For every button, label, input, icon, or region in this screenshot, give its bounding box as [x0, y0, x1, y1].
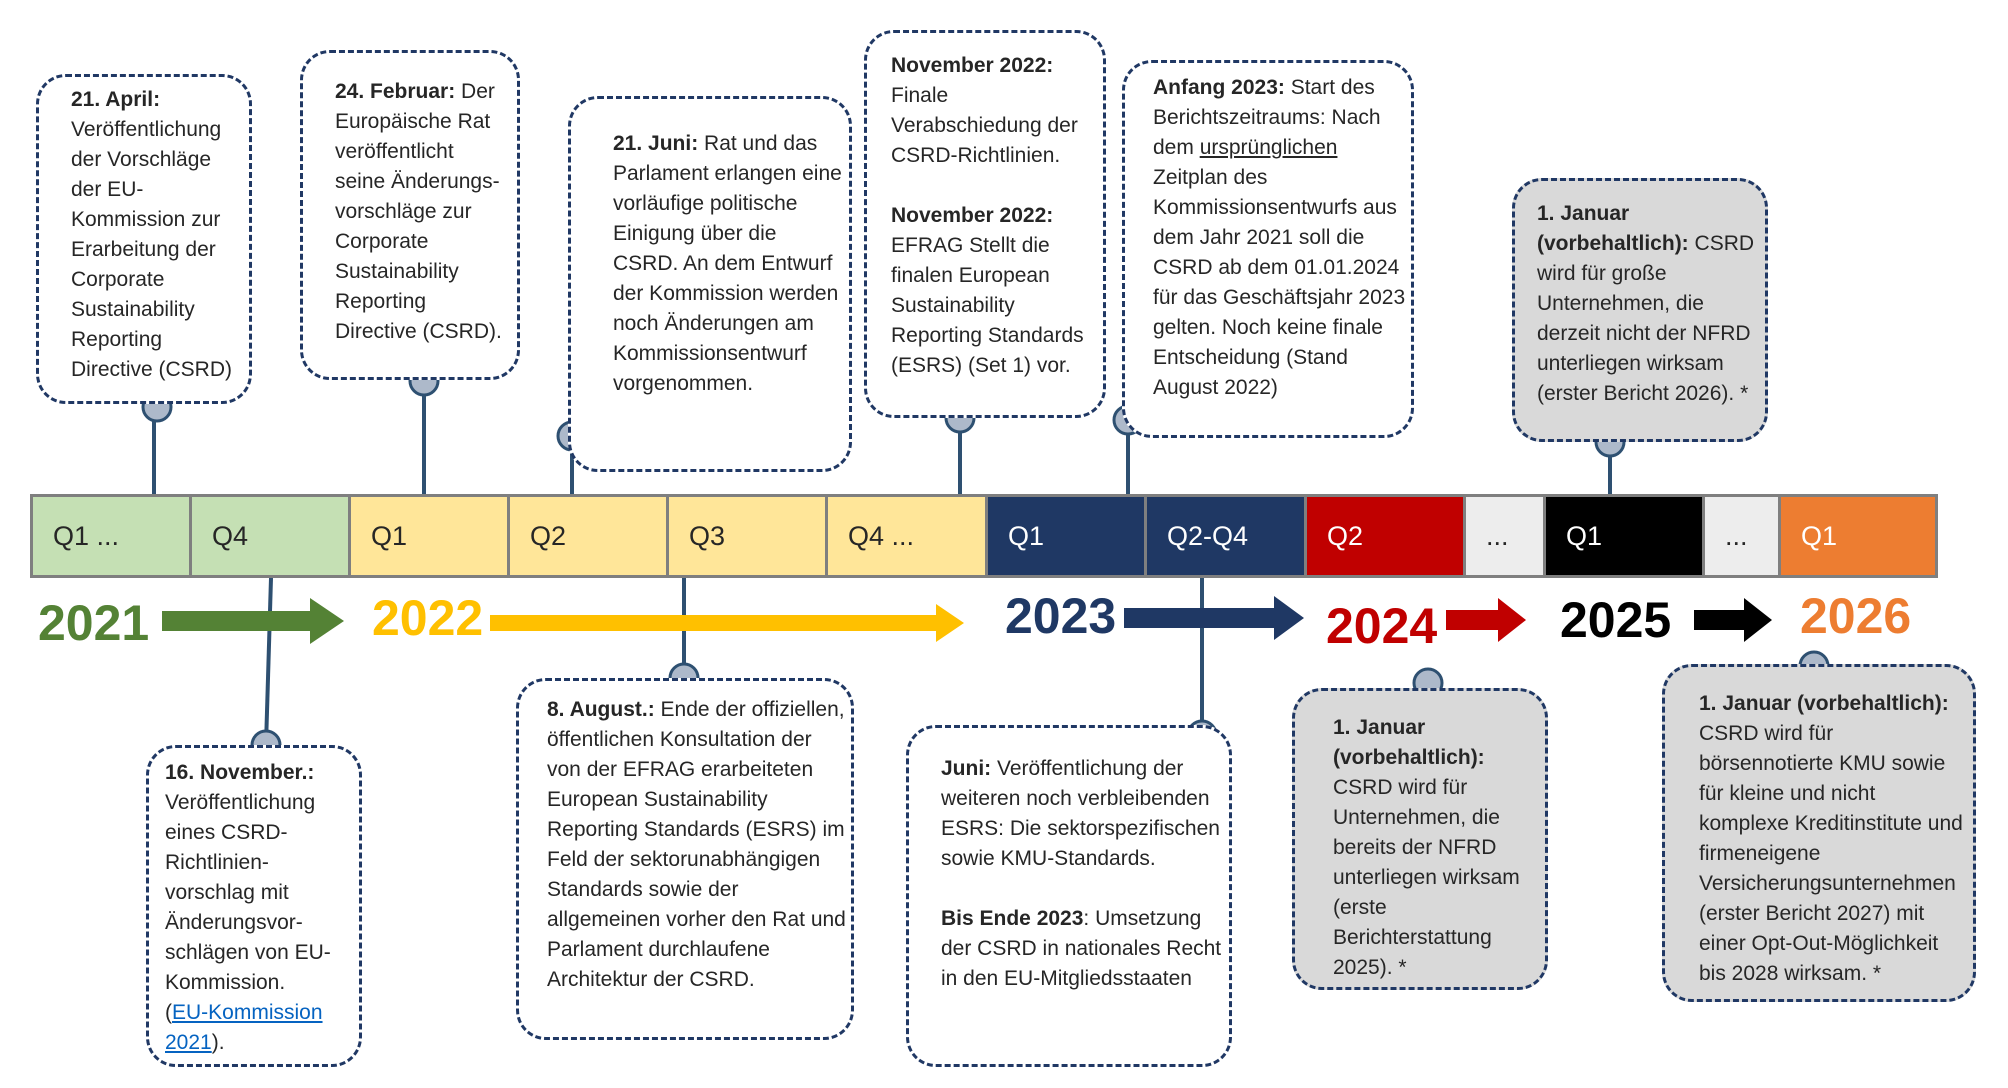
segment-2023-q1: Q1 [985, 494, 1147, 578]
segment-2023-q2-q4: Q2-Q4 [1144, 494, 1307, 578]
segment-2026-q1: Q1 [1778, 494, 1938, 578]
event-text: Veröffentlichung der weiteren noch verbleibenden ESRS: Die sektorspezifischen sowie KMU-Standards. [941, 757, 1220, 870]
segment-2021-q1: Q1 ... [30, 494, 192, 578]
event-text: : Umsetzung der CSRD in nationales Recht in den EU-Mitgliedsstaaten [941, 907, 1222, 990]
callout-jan2024 [1292, 688, 1548, 990]
callout-apr2021 [36, 74, 252, 404]
event-date: 21. Juni: [613, 132, 699, 155]
event-text: Veröffentlichung der Vorschläge der EU-Kommission zur Erarbeitung der Corporate Sustainability Reporting Directive (CSRD) [71, 118, 233, 381]
callout-nov2021: 16. November.: Veröffentlichung eines CSRD-Richtlinien-vorschlag mit Änderungsvor-schlägen von EU-Kommission. (EU-Kommission 2021). [146, 745, 362, 1067]
event-date: November 2022: [891, 54, 1054, 77]
year-label-2021: 2021 [38, 595, 150, 651]
event-date: 24. Februar: [335, 80, 456, 103]
year-label-2023: 2023 [1005, 588, 1117, 644]
arrow-2022-icon [490, 604, 964, 642]
event-text: Ende der offiziellen, öffentlichen Konsultation der von der EFRAG erarbeiteten European Sustainability Reporting Standards (ESRS) im Feld der sektorunabhängigen Standards sowie der allgemeinen vorher den Rat und Parlament durchlaufene Architektur der CSRD. [547, 698, 846, 991]
event-date: Juni: [941, 757, 992, 780]
year-label-2025: 2025 [1560, 592, 1672, 648]
event-date: 1. Januar (vorbehaltlich): [1537, 202, 1689, 255]
segment-2021-q4: Q4 [189, 494, 351, 578]
segment-2022-q3: Q3 [666, 494, 828, 578]
arrow-2025-icon [1694, 598, 1772, 642]
event-text: CSRD wird für Unternehmen, die bereits der NFRD unterliegen wirksam (erste Berichterstattung 2025). * [1333, 776, 1520, 979]
event-date: 1. Januar (vorbehaltlich): [1333, 716, 1485, 769]
segment-2022-q2: Q2 [507, 494, 669, 578]
callout-jun2023 [906, 725, 1232, 1067]
event-date: November 2022: [891, 204, 1054, 227]
event-date: Anfang 2023: [1153, 76, 1285, 99]
event-text: Finale Verabschiedung der CSRD-Richtlinien. [891, 84, 1078, 167]
segment-2024-q2: Q2 [1304, 494, 1466, 578]
event-date: 1. Januar (vorbehaltlich): [1699, 692, 1949, 715]
callout-aug2022 [516, 678, 854, 1040]
arrow-2024-icon [1446, 598, 1526, 642]
source-link[interactable]: EU-Kommission 2021 [165, 1001, 323, 1054]
event-text: EFRAG Stellt die finalen European Sustainability Reporting Standards (ESRS) (Set 1) vor. [891, 234, 1084, 377]
year-label-2022: 2022 [372, 590, 484, 646]
callout-jan2025 [1512, 178, 1768, 442]
event-text: Veröffentlichung eines CSRD-Richtlinien-vorschlag mit Änderungsvor-schlägen von EU-Kommission. [165, 791, 331, 994]
event-date: 16. November.: [165, 761, 315, 784]
segment-2025-q1: Q1 [1543, 494, 1705, 578]
event-text-underlined: ursprünglichen [1199, 136, 1338, 159]
callout-nov2022 [864, 30, 1106, 418]
callout-feb2022 [300, 50, 520, 380]
segment-2022-q4: Q4 ... [825, 494, 988, 578]
event-text: Rat und das Parlament erlangen eine vorläufige politische Einigung über die CSRD. An dem Entwurf der Kommission werden noch Änderungen am Kommissionsentwurf vorgenommen. [613, 132, 842, 395]
year-label-2026: 2026 [1800, 588, 1912, 644]
segment-2025-gap: ... [1702, 494, 1781, 578]
callout-jan2026 [1662, 664, 1976, 1002]
event-text: CSRD wird für börsennotierte KMU sowie für kleine und nicht komplexe Kreditinstitute und firmeneigene Versicherungsunternehmen (erster Bericht 2027) mit einer Opt-Out-Möglichkeit bis 2028 wirksam. * [1699, 722, 1963, 985]
event-text: Zeitplan des Kommissionsentwurfs aus dem Jahr 2021 soll die CSRD ab dem 01.01.2024 für das Geschäftsjahr 2023 gelten. Noch keine finale Entscheidung (Stand August 2022) [1153, 166, 1406, 399]
event-date: Bis Ende 2023 [941, 907, 1084, 930]
segment-2024-gap: ... [1463, 494, 1546, 578]
segment-2022-q1: Q1 [348, 494, 510, 578]
arrow-2021-icon [162, 598, 344, 644]
event-date: 8. August.: [547, 698, 655, 721]
event-text: CSRD wird für große Unternehmen, die derzeit nicht der NFRD unterliegen wirksam (erster Bericht 2026). * [1537, 232, 1755, 405]
event-date: 21. April: [71, 88, 161, 111]
event-text: Start des Berichtszeitraums: Nach dem [1153, 76, 1381, 159]
event-text: Der Europäische Rat veröffentlicht seine Änderungs-vorschläge zur Corporate Sustainability Reporting Directive (CSRD). [335, 80, 502, 343]
arrow-2023-icon [1124, 596, 1304, 640]
year-label-2024: 2024 [1326, 598, 1438, 654]
callout-jun2022 [568, 96, 852, 472]
callout-start2023 [1122, 60, 1414, 438]
